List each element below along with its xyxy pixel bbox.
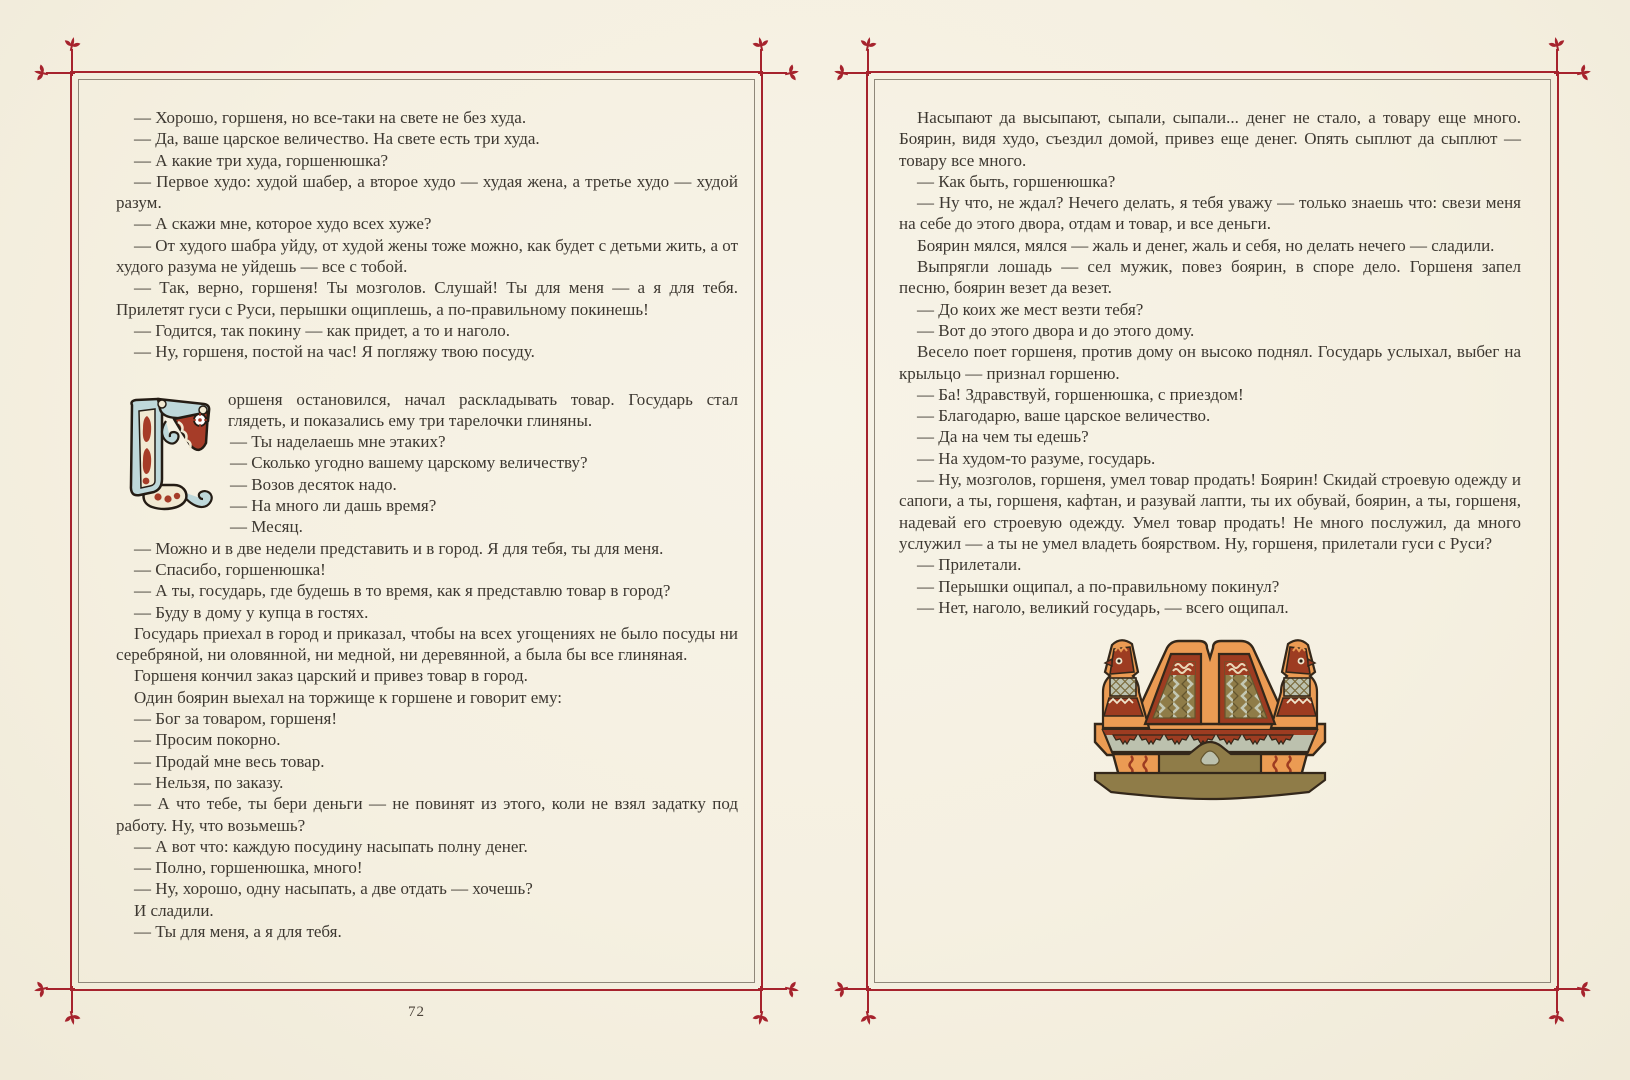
paragraph: — Ну что, не ждал? Нечего делать, я тебя уважу — только знаешь что: свези меня на себе до этого двора, отдам и товар, и все деньги. xyxy=(899,193,1521,234)
paragraph: — Нельзя, по заказу. xyxy=(134,772,284,792)
paragraph: — Нет, наголо, великий государь, — всего ощипал. xyxy=(917,597,1289,617)
page-number: 72 xyxy=(408,1004,425,1020)
left-dialogue-top xyxy=(116,107,738,363)
paragraph: — Как быть, горшенюшка? xyxy=(917,171,1116,191)
right-page-text-column xyxy=(899,107,1521,809)
paragraph: — Ты для меня, а я для тебя. xyxy=(134,921,342,941)
paragraph: Весело поет горшеня, против дому он высоко поднял. Государь услыхал, выбег на крыльцо — признал горшеню. xyxy=(899,342,1521,383)
right-paragraphs xyxy=(899,107,1521,618)
paragraph: — Возов десяток надо. xyxy=(230,474,397,494)
paragraph: — А скажи мне, которое худо всех хуже? xyxy=(134,214,432,234)
paragraph: — Ну, горшеня, постой на час! Я погляжу твою посуду. xyxy=(134,342,535,362)
drop-cap-paragraph-text: оршеня остановился, начал раскладывать товар. Государь стал глядеть, и показались ему три тарелочки глиняны. xyxy=(228,389,738,430)
paragraph: — А ты, государь, где будешь в то время, как я представлю товар в город? xyxy=(134,581,671,601)
paragraph: — Да, ваше царское величество. На свете есть три худа. xyxy=(134,129,540,149)
paragraph: — Бог за товаром, горшеня! xyxy=(134,709,337,729)
paragraph: — Просим покорно. xyxy=(134,730,281,750)
left-page-text-column xyxy=(116,107,738,942)
paragraph: — Можно и в две недели представить и в город. Я для тебя, ты для меня. xyxy=(134,538,664,558)
paragraph: — Ба! Здравствуй, горшенюшка, с приездом! xyxy=(917,384,1244,404)
paragraph: — На много ли дашь время? xyxy=(230,496,437,516)
paragraph: — Первое худо: худой шабер, а второе худо — худая жена, а третье худо — худой разум. xyxy=(116,171,738,213)
paragraph: — Да на чем ты едешь? xyxy=(917,427,1089,447)
paragraph: — Продай мне весь товар. xyxy=(134,751,325,771)
bird-sled-illustration xyxy=(1087,632,1333,809)
paragraph: Государь приехал в город и приказал, чтобы на всех угощениях не было посуды ни серебряной, ни оловянной, ни медной, ни деревянной, а была бы все глиняная. xyxy=(116,623,738,665)
paragraph: — Годится, так покину — как придет, а то и наголо. xyxy=(134,320,510,340)
paragraph: — Благодарю, ваше царское величество. xyxy=(917,406,1211,426)
paragraph: — Прилетали. xyxy=(917,555,1022,575)
left-paragraphs xyxy=(116,538,738,943)
paragraph: — На худом-то разуме, государь. xyxy=(917,448,1156,468)
paragraph: — Вот до этого двора и до этого дому. xyxy=(917,320,1195,340)
paragraph: — Ну, мозголов, горшеня, умел товар продать! Боярин! Скидай строевую одежду и сапоги, а ты, горшеня, кафтан, и разувай лапти, ты их обувай, боярин, а ты, горшеня, надевай его строевую одежду. Умел товар продать! Не много послужил, да много услужил — а ты не умел владеть боярством. Ну, горшеня, прилетали гуси с Руси? xyxy=(899,470,1521,553)
illuminated-initial-G-icon xyxy=(116,389,228,538)
paragraph: Один боярин выехал на торжище к горшене и говорит ему: xyxy=(134,687,563,707)
paragraph: И сладили. xyxy=(134,900,214,920)
paragraph: — Полно, горшенюшка, много! xyxy=(134,858,363,878)
paragraph: Горшеня кончил заказ царский и привез товар в город. xyxy=(134,666,528,686)
paragraph: — А какие три худа, горшенюшка? xyxy=(134,150,389,170)
paragraph: — Ты наделаешь мне этаких? xyxy=(230,432,446,452)
drop-cap-section xyxy=(116,389,738,943)
paragraph: Боярин мялся, мялся — жаль и денег, жаль и себя, но делать нечего — сладили. xyxy=(917,235,1495,255)
paragraph: — Так, верно, горшеня! Ты мозголов. Слушай! Ты для меня — а я для тебя. Прилетят гуси с Руси, перышки ощиплешь, а по-правильному покинешь! xyxy=(116,278,738,319)
paragraph: — Перышки ощипал, а по-правильному покинул? xyxy=(917,576,1280,596)
paragraph: Выпрягли лошадь — сел мужик, повез боярин, в споре дело. Горшеня запел песню, боярин везет да везет. xyxy=(899,257,1521,298)
paragraph: — Хорошо, горшеня, но все-таки на свете не без худа. xyxy=(134,108,527,127)
paragraph: — От худого шабра уйду, от худой жены тоже можно, как будет с детьми жить, а от худого разума не уйдешь — все с тобой. xyxy=(116,235,738,277)
paragraph: — Ну, хорошо, одну насыпать, а две отдать — хочешь? xyxy=(134,879,533,899)
paragraph: — А что тебе, ты бери деньги — не повинят из этого, коли не взял задатку под работу. Ну, что возьмешь? xyxy=(116,794,738,835)
paragraph: — Сколько угодно вашему царскому величеству? xyxy=(230,453,588,473)
paragraph: — Спасибо, горшенюшка! xyxy=(134,559,326,579)
paragraph: — А вот что: каждую посудину насыпать полну денег. xyxy=(134,836,528,856)
paragraph: — Месяц. xyxy=(230,517,303,537)
paragraph: — Буду в дому у купца в гостях. xyxy=(134,602,369,622)
paragraph: Насыпают да высыпают, сыпали, сыпали... денег не стало, а товару еще много. Боярин, видя худо, съездил домой, привез еще денег. Опять сыплют да сыплют — товару все много. xyxy=(899,108,1521,170)
paragraph: — До коих же мест везти тебя? xyxy=(917,299,1144,319)
